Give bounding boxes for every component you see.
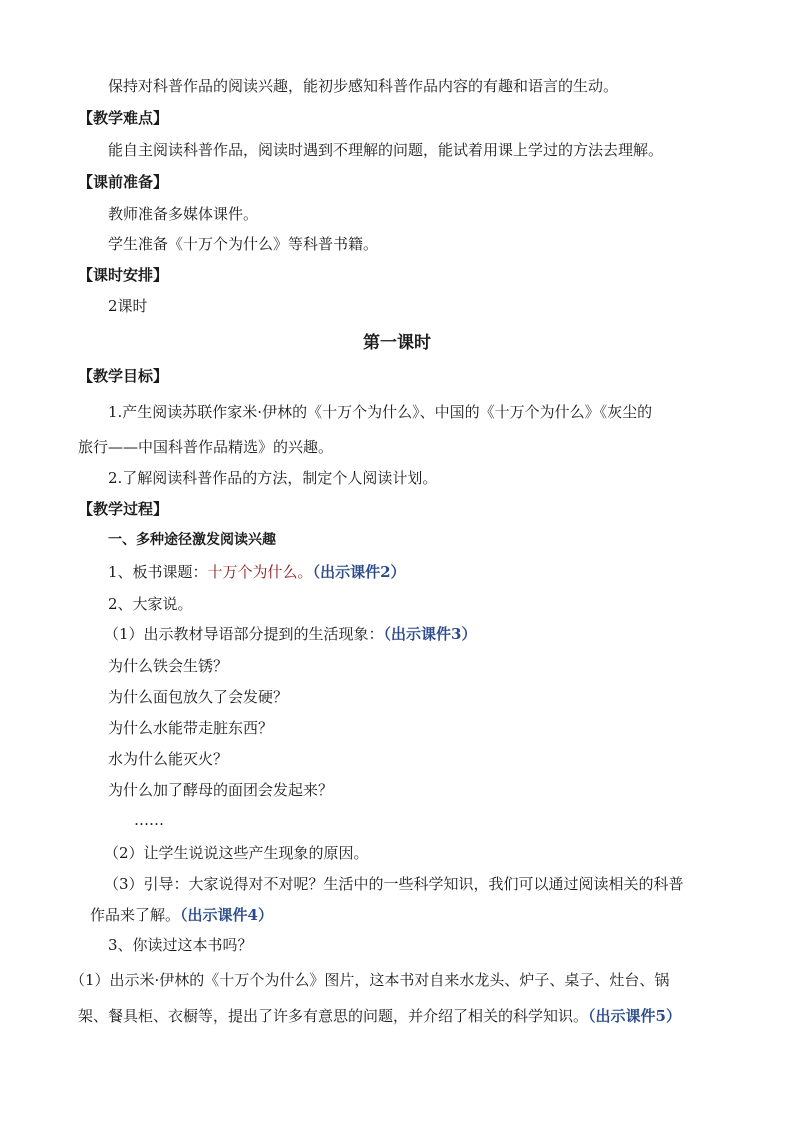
paragraph-line: 2、大家说。 (108, 595, 193, 613)
paragraph-line (78, 1006, 681, 1026)
page-title: 第一课时 (363, 333, 431, 353)
paragraph-line: （3）引导：大家说得对不对呢？生活中的一些科学知识，我们可以通过阅读相关的科普 (104, 875, 684, 893)
courseware-ref: （出示课件2） (312, 563, 406, 581)
paragraph-line (90, 905, 273, 925)
section-heading-process: 【教学过程】 (78, 500, 169, 518)
paragraph-text: 作品来了解。 (90, 906, 181, 924)
paragraph-line: 3、你读过这本书吗？ (108, 936, 253, 954)
paragraph-line (104, 624, 477, 644)
paragraph-line: （2）让学生说说这些产生现象的原因。 (104, 844, 369, 862)
paragraph-line: 2课时 (108, 297, 148, 315)
courseware-ref: （出示课件3） (383, 625, 477, 643)
paragraph-line: 能自主阅读科普作品，阅读时遇到不理解的问题，能试着用课上学过的方法去理解。 (108, 141, 664, 159)
question-line: 为什么铁会生锈？ (108, 657, 229, 675)
question-line: 为什么加了酵母的面团会发起来？ (108, 781, 334, 799)
paragraph-text: （1）出示教材导语部分提到的生活现象： (104, 625, 384, 643)
courseware-ref: （出示课件5） (588, 1007, 681, 1025)
paragraph-line: 教师准备多媒体课件。 (108, 205, 259, 223)
step-label: 1、板书课题： (108, 563, 208, 581)
section-heading-schedule: 【课时安排】 (78, 266, 169, 284)
courseware-ref: （出示课件4） (180, 906, 273, 924)
question-line: 为什么面包放久了会发硬？ (108, 688, 289, 706)
paragraph-line: 1.产生阅读苏联作家米·伊林的《十万个为什么》、中国的《十万个为什么》《灰尘的 (108, 403, 653, 421)
paragraph-line: 旅行——中国科普作品精选》的兴趣。 (78, 438, 334, 456)
question-line: 为什么水能带走脏东西？ (108, 719, 274, 737)
paragraph-line: 学生准备《十万个为什么》等科普书籍。 (108, 235, 379, 253)
question-line: 水为什么能灭火？ (108, 750, 229, 768)
subsection-heading: 一、多种途径激发阅读兴趣 (108, 532, 276, 548)
section-heading-goals: 【教学目标】 (78, 367, 169, 385)
paragraph-line (108, 562, 406, 582)
board-title: 十万个为什么。 (207, 563, 313, 581)
paragraph-line: （1）出示米·伊林的《十万个为什么》图片，这本书对自来水龙头、炉子、桌子、灶台、锅 (70, 971, 670, 989)
ellipsis: …… (134, 811, 164, 829)
paragraph-text: 架、餐具柜、衣橱等，提出了许多有意思的问题，并介绍了相关的科学知识。 (78, 1007, 589, 1025)
section-heading-prep: 【课前准备】 (78, 173, 169, 191)
section-heading-difficulty: 【教学难点】 (78, 109, 169, 127)
paragraph-line: 保持对科普作品的阅读兴趣，能初步感知科普作品内容的有趣和语言的生动。 (108, 77, 619, 95)
paragraph-line: 2.了解阅读科普作品的方法，制定个人阅读计划。 (108, 469, 438, 487)
